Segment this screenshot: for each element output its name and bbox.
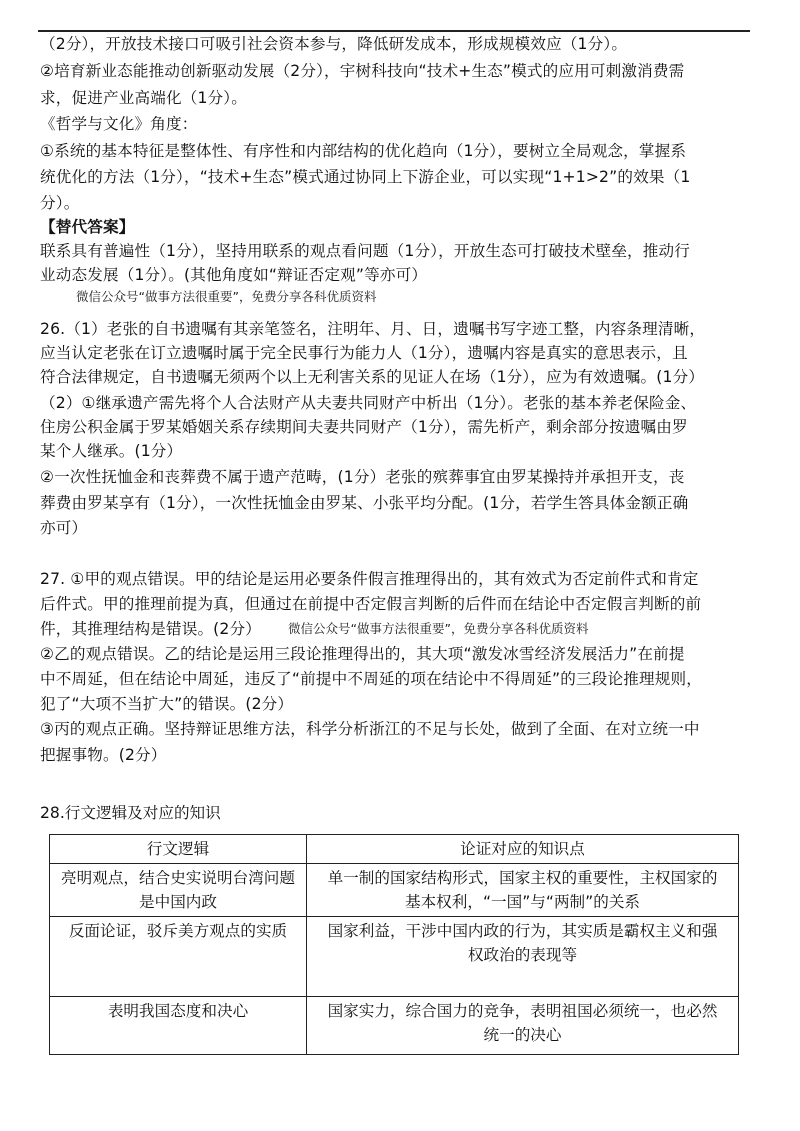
question-26-line: 某个人继承。(1分）: [40, 442, 183, 460]
question-26-line: 符合法律规定，自书遗嘱无须两个以上无利害关系的见证人在场（1分），应为有效遗嘱。(1分）: [40, 368, 705, 386]
cell-text: 权政治的表现等: [467, 946, 578, 964]
table-cell-knowledge: [307, 917, 739, 997]
table-row: [50, 917, 739, 997]
question-26-line: 26.（1）老张的自书遗嘱有其亲笔签名，注明年、月、日，遗嘱书写字迹工整，内容条理清晰，: [40, 320, 706, 338]
question-28-title: 28.行文逻辑及对应的知识: [40, 804, 221, 822]
cell-text: 国家利益，干涉中国内政的行为，其实质是霸权主义和强: [327, 922, 718, 940]
cell-text: 表明我国态度和决心: [107, 1002, 249, 1020]
question-27-line: ②乙的观点错误。乙的结论是运用三段论推理得出的，其大项“激发冰雪经济发展活力”在前提: [40, 645, 685, 663]
question-27-line: 27. ①甲的观点错误。甲的结论是运用必要条件假言推理得出的，其有效式为否定前件式和肯定: [40, 570, 699, 588]
table-row: [50, 864, 739, 917]
question-27-line: ③丙的观点正确。坚持辩证思维方法，科学分析浙江的不足与长处，做到了全面、在对立统一中: [40, 720, 700, 738]
alternative-answer-heading: 【替代答案】: [40, 218, 135, 236]
answer-line: 统优化的方法（1分），“技术+生态”模式通过协同上下游企业，可以实现“1+1>2”的效果（1: [40, 168, 691, 186]
table-cell-knowledge: [307, 864, 739, 917]
table-cell-knowledge: [307, 997, 739, 1055]
answer-line: 分）。: [40, 194, 80, 212]
table-row: [50, 997, 739, 1055]
question-26-line: 亦可）: [40, 519, 88, 537]
answer-line: （2分），开放技术接口可吸引社会资本参与，降低研发成本，形成规模效应（1分）。: [40, 35, 628, 53]
question-27-line: 把握事物。(2分）: [40, 746, 167, 764]
section-heading-philosophy: 《哲学与文化》角度：: [40, 115, 198, 133]
cell-text: 基本权利，“一国”与“两制”的关系: [404, 893, 641, 911]
table-cell-logic: [50, 864, 307, 917]
table-cell-logic: [50, 997, 307, 1055]
question-26-line: 住房公积金属于罗某婚姻关系存续期间夫妻共同财产（1分），需先析产，剩余部分按遗嘱由罗: [40, 418, 688, 436]
answer-line: 求，促进产业高端化（1分）。: [40, 89, 247, 107]
question-27-line: 件，其推理结构是错误。(2分）: [40, 620, 261, 638]
cell-text: 单一制的国家结构形式，国家主权的重要性，主权国家的: [327, 869, 718, 887]
watermark-note: 微信公众号“做事方法很重要”，免费分享各科优质资料: [76, 289, 377, 304]
cell-text: 统一的决心: [483, 1026, 562, 1044]
question-26-line: （2）①继承遗产需先将个人合法财产从夫妻共同财产中析出（1分）。老张的基本养老保险金、: [40, 394, 697, 412]
question-26-line: 应当认定老张在订立遗嘱时属于完全民事行为能力人（1分），遗嘱内容是真实的意思表示，且: [40, 344, 688, 362]
top-divider: [38, 30, 750, 32]
table-cell-logic: [50, 917, 307, 997]
question-27-line: 后件式。甲的推理前提为真，但通过在前提中否定假言判断的后件而在结论中否定假言判断的前: [40, 595, 702, 613]
cell-text: 是中国内政: [139, 893, 217, 911]
question-26-line: ②一次性抚恤金和丧葬费不属于遗产范畴，(1分）老张的殡葬事宜由罗某操持并承担开支，丧: [40, 468, 685, 486]
question-27-line: 犯了“大项不当扩大”的错误。(2分）: [40, 695, 294, 713]
logic-knowledge-table: [49, 834, 739, 1055]
question-27-line: 中不周延，但在结论中周延，违反了“前提中不周延的项在结论中不得周延”的三段论推理规则，: [40, 670, 702, 688]
question-26-line: 葬费由罗某享有（1分），一次性抚恤金由罗某、小张平均分配。(1分，若学生答具体金额正确: [40, 494, 689, 512]
answer-line: ①系统的基本特征是整体性、有序性和内部结构的优化趋向（1分），要树立全局观念，掌握系: [40, 142, 687, 160]
answer-line: ②培育新业态能推动创新驱动发展（2分），宇树科技向“技术+生态”模式的应用可刺激消费需: [40, 62, 685, 80]
table-header-logic: 行文逻辑: [50, 835, 307, 864]
cell-text: 反面论证，驳斥美方观点的实质: [68, 922, 288, 940]
cell-text: 国家实力，综合国力的竞争，表明祖国必须统一，也必然: [327, 1002, 718, 1020]
table-header-knowledge: 论证对应的知识点: [307, 835, 739, 864]
answer-line: 联系具有普遍性（1分），坚持用联系的观点看问题（1分），开放生态可打破技术壁垒，推动行: [40, 242, 691, 260]
watermark-note: 微信公众号“做事方法很重要”，免费分享各科优质资料: [288, 621, 589, 636]
table-header-row: [50, 835, 739, 864]
answer-line: 业动态发展（1分）。(其他角度如“辩证否定观”等亦可）: [40, 266, 428, 284]
cell-text: 亮明观点，结合史实说明台湾问题: [61, 869, 295, 887]
